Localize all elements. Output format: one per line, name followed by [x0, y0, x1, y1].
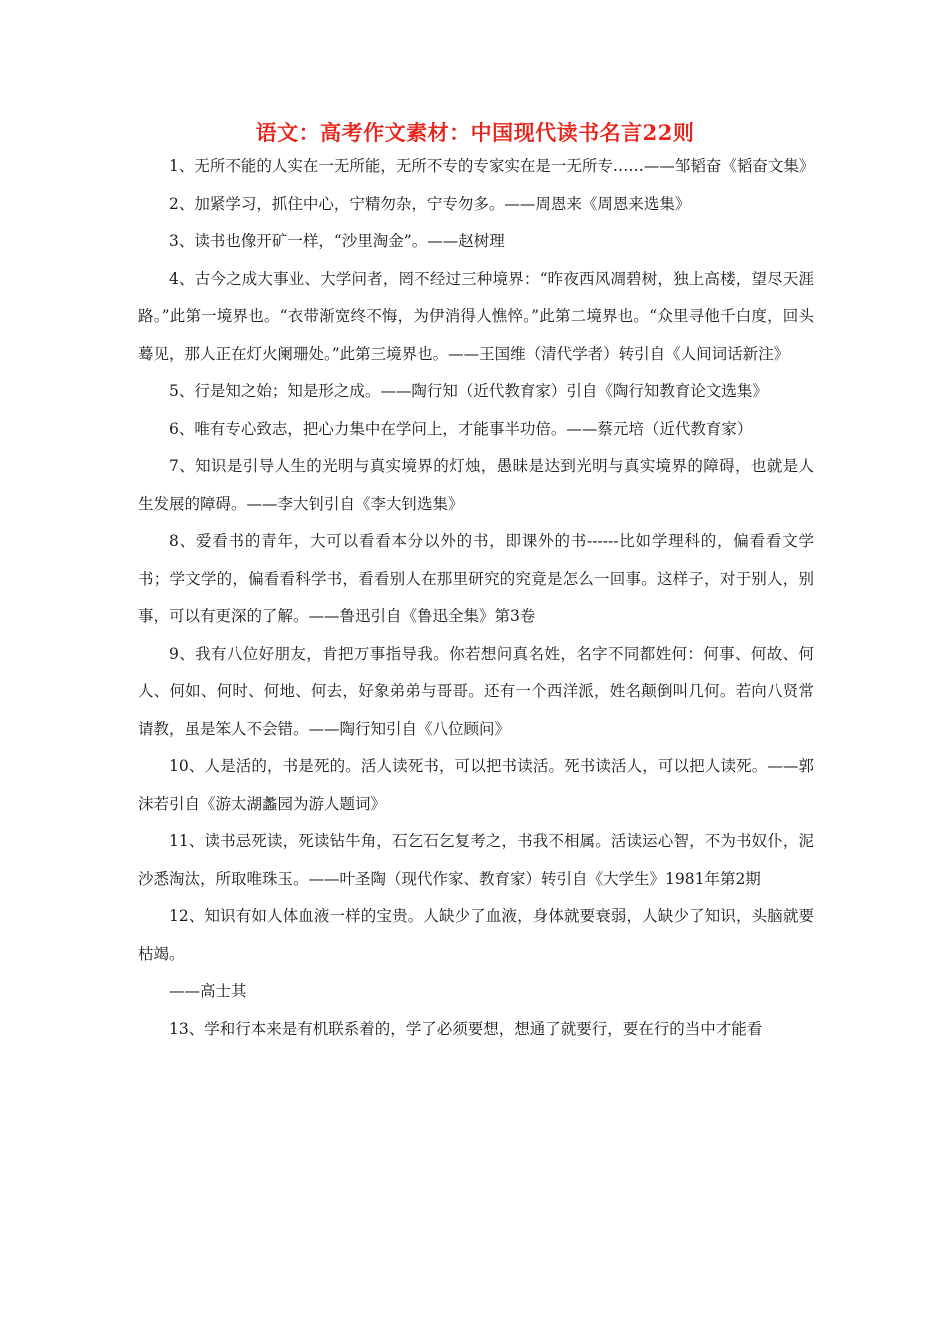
quote-paragraph: 1、无所不能的人实在一无所能，无所不专的专家实在是一无所专……——邹韬奋《韬奋文集》 [169, 157, 815, 175]
quote-paragraph: 9、我有八位好朋友，肯把万事指导我。你若想问真名姓，名字不同都姓何：何事、何故、何人、何如、何时、何地、何去，好象弟弟与哥哥。还有一个西洋派，姓名颠倒叫几何。若向八贤常请教，虽是笨人不会错。——陶行知引自《八位顾问》 [138, 644, 814, 738]
quote-paragraph: 6、唯有专心致志，把心力集中在学问上，才能事半功倍。——蔡元培（近代教育家） [169, 419, 753, 438]
quote-paragraph: 7、知识是引导人生的光明与真实境界的灯烛，愚昧是达到光明与真实境界的障碍，也就是人生发展的障碍。——李大钊引自《李大钊选集》 [138, 457, 814, 513]
quote-paragraph: 13、学和行本来是有机联系着的，学了必须要想，想通了就要行，要在行的当中才能看 [169, 1019, 763, 1038]
quote-paragraph: 8、爱看书的青年，大可以看看本分以外的书，即课外的书------比如学理科的，偏看看文学书；学文学的，偏看看科学书，看看别人在那里研究的究竟是怎么一回事。这样子，对于别人，别事，可以有更深的了解。——鲁迅引自《鲁迅全集》第3卷 [138, 532, 814, 625]
quote-paragraph: 2、加紧学习，抓住中心，宁精勿杂，宁专勿多。——周恩来《周恩来选集》 [169, 194, 691, 213]
document-body [138, 148, 814, 1048]
quote-paragraph: 10、人是活的，书是死的。活人读死书，可以把书读活。死书读活人，可以把人读死。——郭沫若引自《游太湖蠡园为游人题词》 [138, 757, 814, 813]
quote-attribution: ——高士其 [169, 982, 247, 1000]
quote-paragraph: 4、古今之成大事业、大学问者，罔不经过三种境界：“昨夜西风凋碧树，独上高楼，望尽天涯路。”此第一境界也。“衣带渐宽终不悔，为伊消得人憔悴。”此第二境界也。“众里寻他千白度，回头蓦见，那人正在灯火阑珊处。”此第三境界也。——王国维（清代学者）转引自《人间词话新注》 [138, 269, 814, 363]
quote-paragraph: 3、读书也像开矿一样，“沙里淘金”。——赵树理 [169, 232, 505, 250]
document-title: 语文：高考作文素材：中国现代读书名言22则 [255, 120, 695, 145]
quote-paragraph: 5、行是知之始；知是形之成。——陶行知（近代教育家）引自《陶行知教育论文选集》 [169, 382, 768, 400]
quote-paragraph: 11、读书忌死读，死读钻牛角，石乞石乞复考之，书我不相属。活读运心智，不为书奴仆，泥沙悉淘汰，所取唯珠玉。——叶圣陶（现代作家、教育家）转引自《大学生》1981年第2期 [138, 832, 814, 888]
quote-paragraph: 12、知识有如人体血液一样的宝贵。人缺少了血液，身体就要衰弱，人缺少了知识，头脑就要枯竭。 [138, 907, 814, 963]
